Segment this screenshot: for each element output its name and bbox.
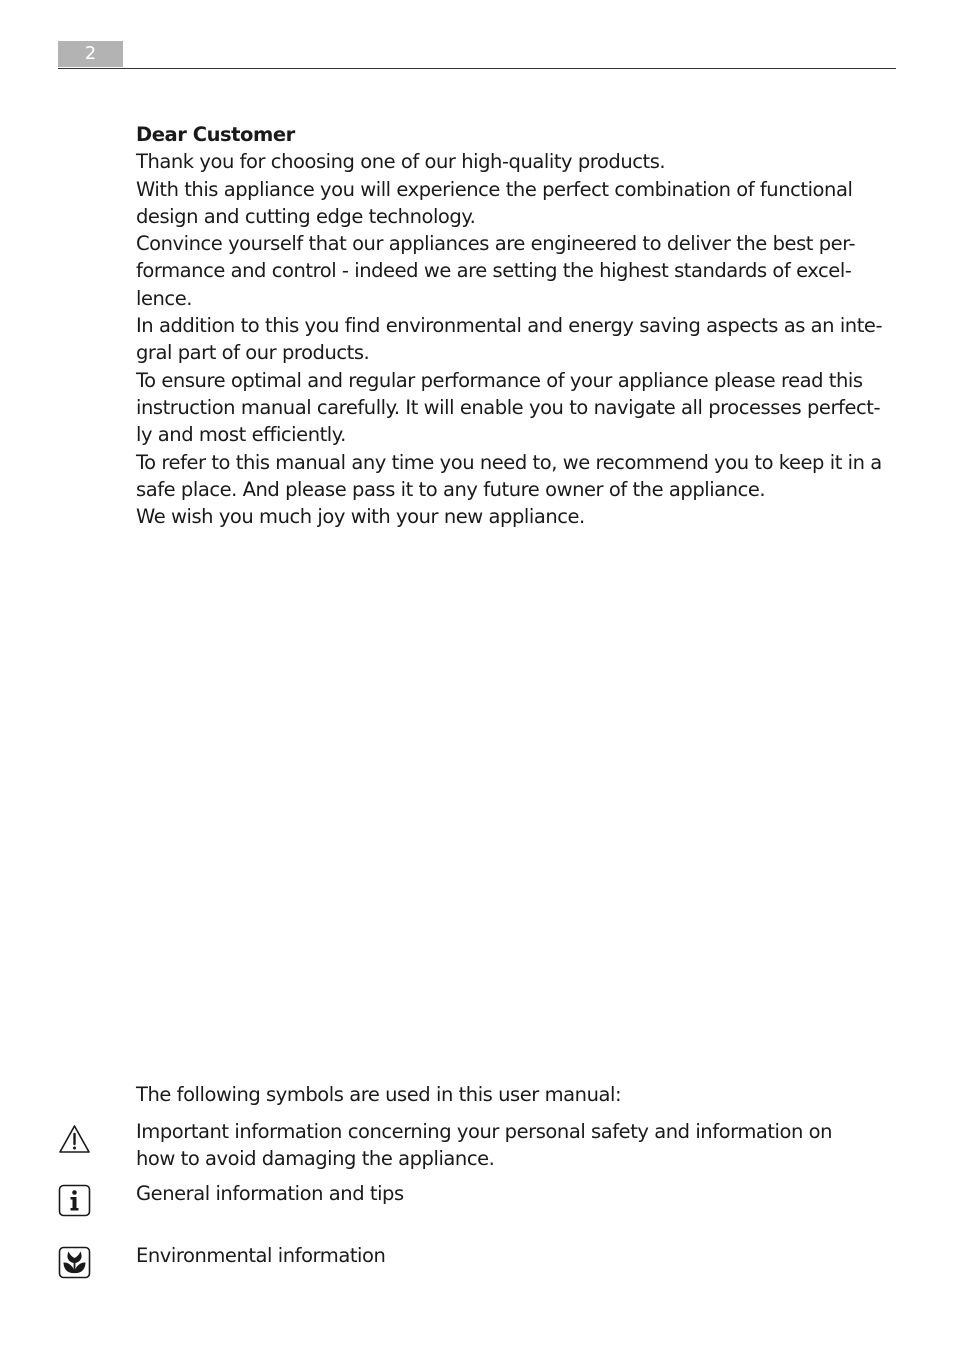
intro-line: safe place. And please pass it to any future owner of the appliance. [136, 477, 766, 501]
warning-triangle-icon [58, 1123, 91, 1156]
symbol-description [136, 1180, 896, 1207]
symbol-description-line: Environmental information [136, 1244, 386, 1267]
symbol-description [136, 1118, 896, 1173]
symbols-lead: The following symbols are used in this user manual: [136, 1083, 622, 1106]
intro-line: Convince yourself that our appliances are engineered to deliver the best per- [136, 232, 856, 256]
intro-line: In addition to this you find environmental and energy saving aspects as an inte- [136, 314, 883, 338]
symbol-description-line: how to avoid damaging the appliance. [136, 1147, 495, 1171]
info-icon [58, 1184, 91, 1217]
intro-line: gral part of our products. [136, 341, 370, 365]
intro-line: design and cutting edge technology. [136, 204, 476, 228]
intro-line: To ensure optimal and regular performance of your appliance please read this [136, 368, 863, 392]
intro-line: To refer to this manual any time you need to, we recommend you to keep it in a [136, 450, 882, 474]
intro-line: formance and control - indeed we are setting the highest standards of excel- [136, 259, 852, 283]
intro-line: We wish you much joy with your new appliance. [136, 505, 585, 529]
symbol-description [136, 1242, 896, 1269]
page-number: 2 [58, 41, 123, 67]
intro-line: With this appliance you will experience the perfect combination of functional [136, 177, 853, 201]
symbol-description-line: General information and tips [136, 1182, 404, 1205]
intro-letter [136, 121, 911, 530]
intro-line: ly and most efficiently. [136, 423, 346, 447]
intro-line: lence. [136, 286, 192, 310]
intro-line: instruction manual carefully. It will enable you to navigate all processes perfect- [136, 395, 881, 419]
intro-line: Thank you for choosing one of our high-quality products. [136, 150, 666, 174]
header-rule [58, 68, 896, 69]
environment-icon [58, 1246, 91, 1279]
intro-heading: Dear Customer [136, 123, 295, 146]
symbol-description-line: Important information concerning your personal safety and information on [136, 1120, 833, 1143]
